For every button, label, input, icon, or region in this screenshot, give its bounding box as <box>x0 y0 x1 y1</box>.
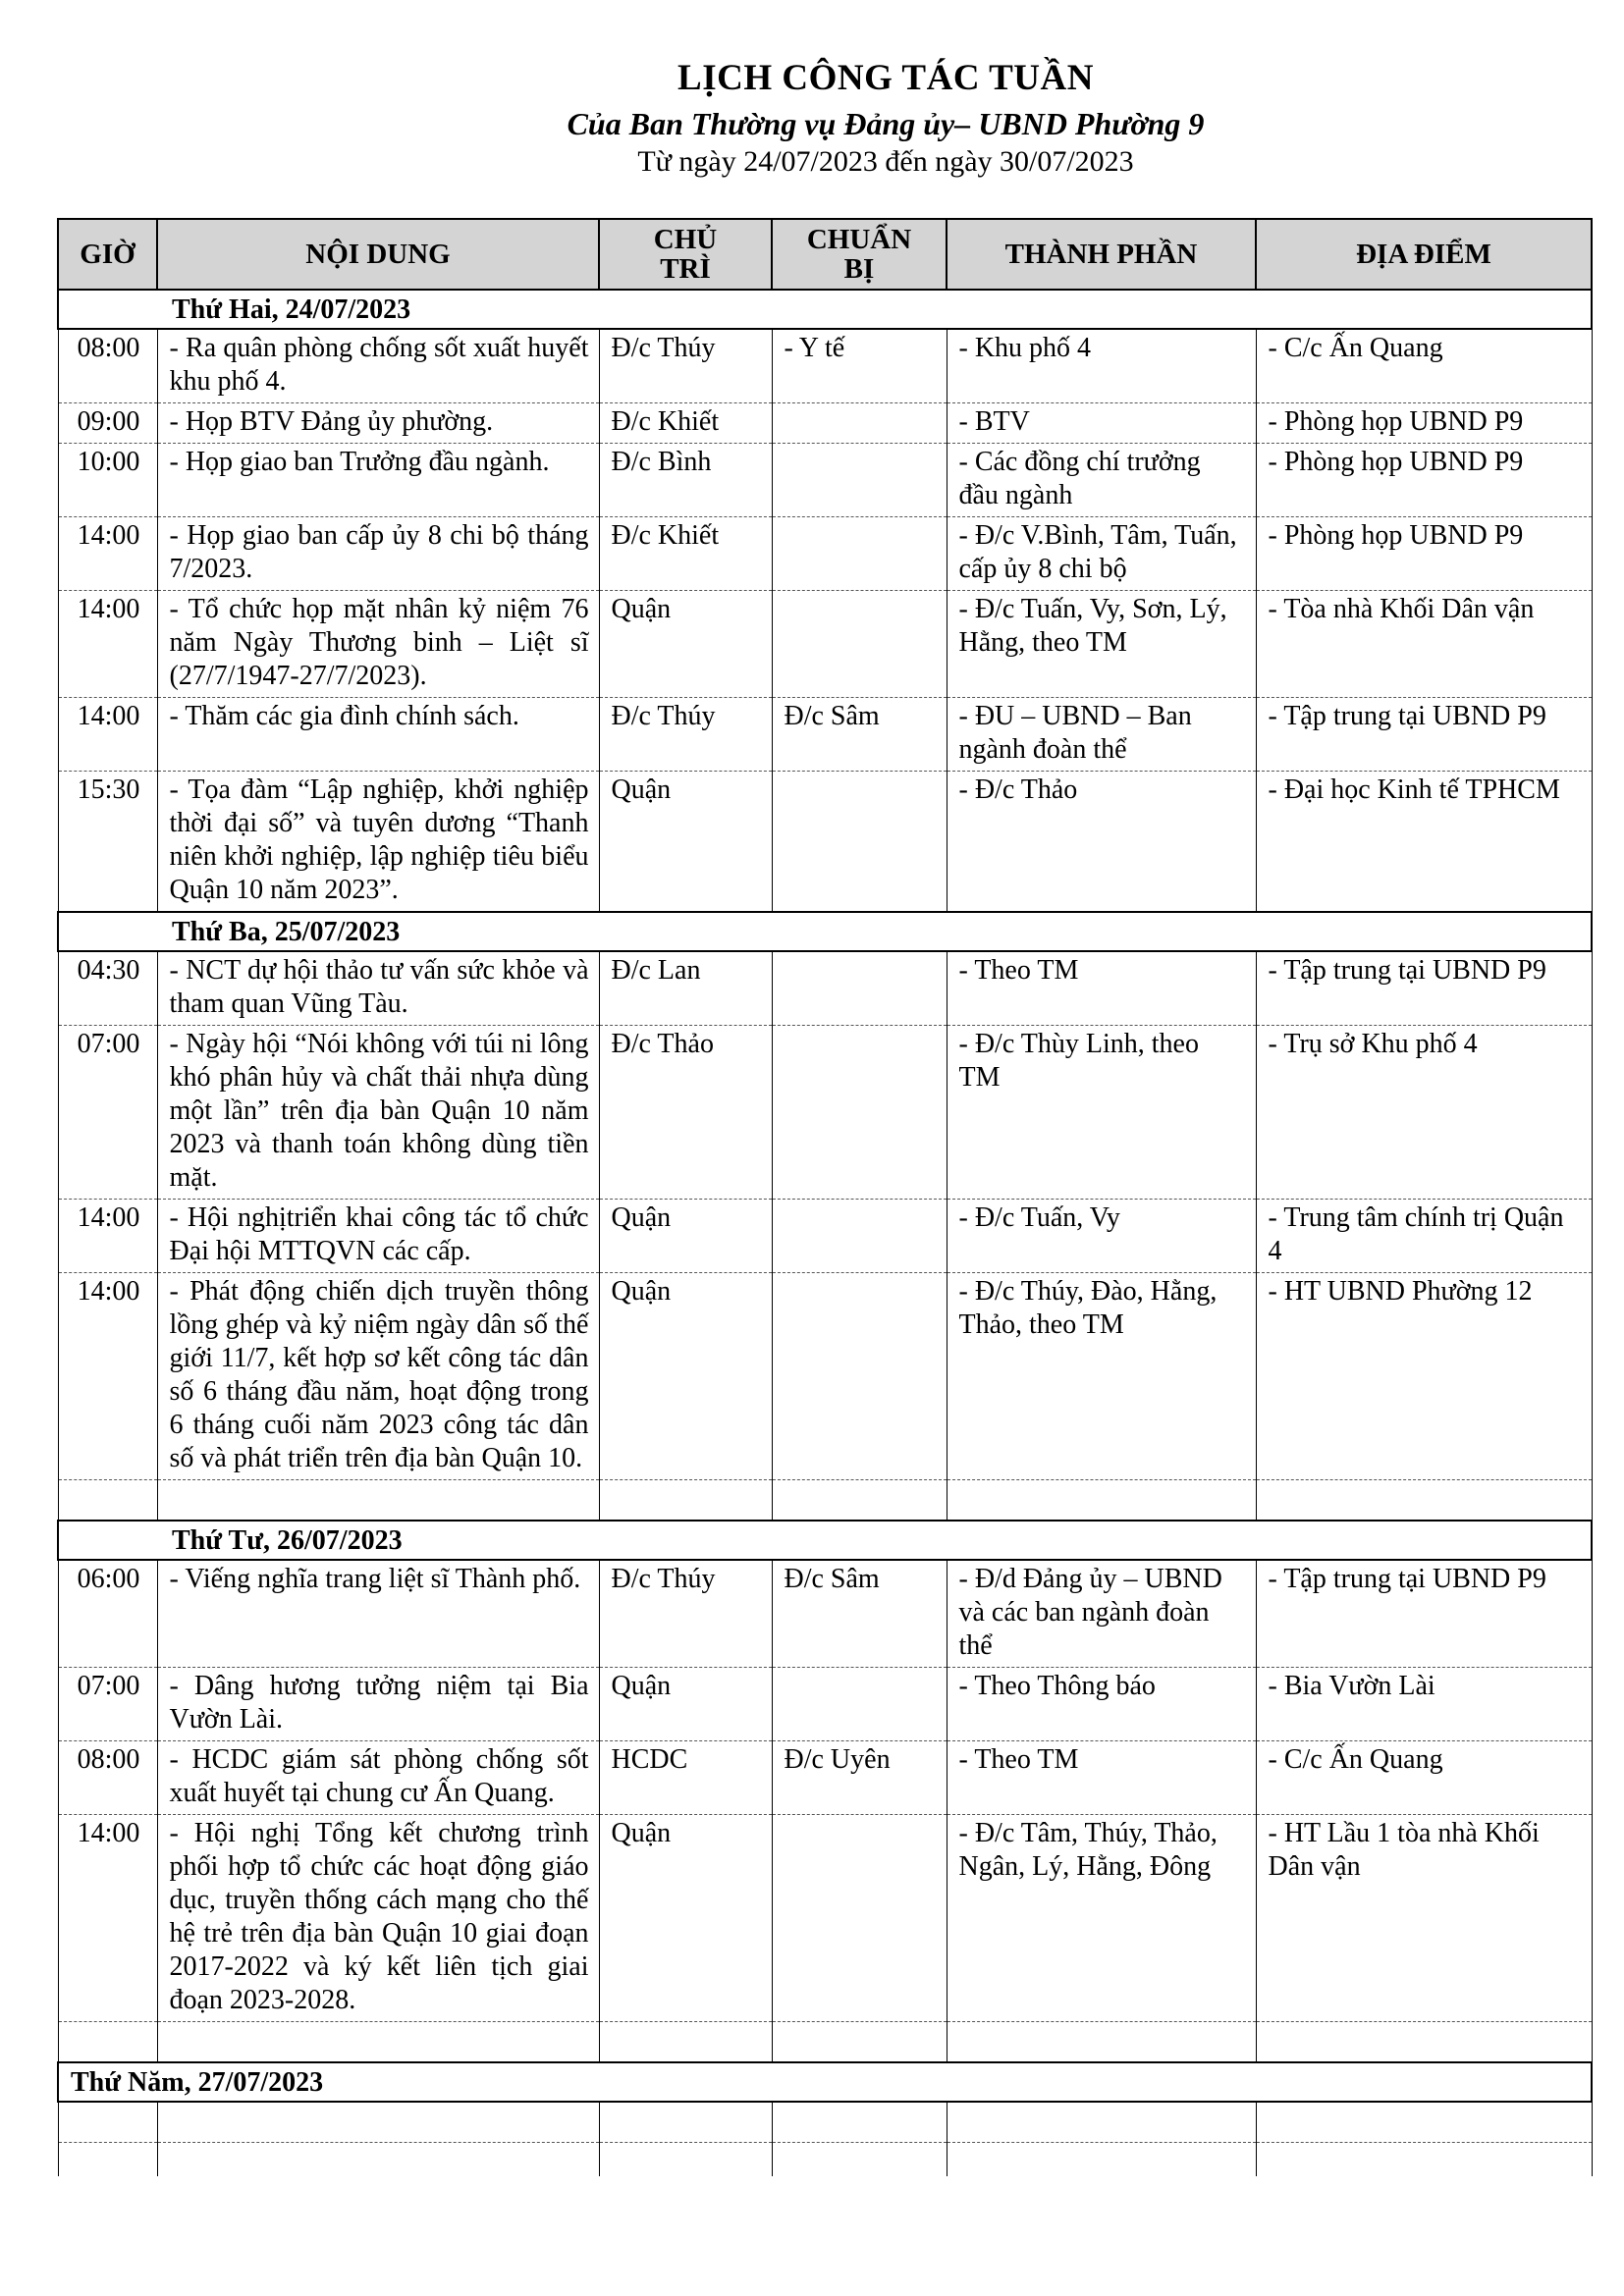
cell-prepare: - Y tế <box>772 329 947 403</box>
cell-location: - Phòng họp UBND P9 <box>1256 444 1592 517</box>
cell-prepare <box>772 1273 947 1480</box>
cell-participants: - Đ/c Thảo <box>947 772 1256 913</box>
empty-cell <box>599 2022 772 2063</box>
empty-cell <box>157 1480 599 1522</box>
table-row <box>58 1273 1592 1480</box>
cell-content: - Phát động chiến dịch truyền thông lồng ghép và kỷ niệm ngày dân số thế giới 11/7, kết hợp sơ kết công tác dân số 6 tháng đầu năm, hoạt động trong 6 tháng cuối năm 2023 công tác dân số và phát triển trên địa bàn Quận 10. <box>157 1273 599 1480</box>
cell-time: 15:30 <box>58 772 157 913</box>
cell-location: - C/c Ấn Quang <box>1256 1741 1592 1815</box>
table-row <box>58 517 1592 591</box>
cell-chair: Đ/c Khiết <box>599 517 772 591</box>
table-row <box>58 1026 1592 1200</box>
cell-chair: Đ/c Lan <box>599 951 772 1026</box>
cell-prepare: Đ/c Sâm <box>772 698 947 772</box>
empty-cell <box>947 2102 1256 2143</box>
cell-location: - C/c Ấn Quang <box>1256 329 1592 403</box>
cell-content: - Hội nghịtriển khai công tác tổ chức Đại hội MTTQVN các cấp. <box>157 1200 599 1273</box>
cell-content: - Dâng hương tưởng niệm tại Bia Vườn Lài. <box>157 1668 599 1741</box>
cell-chair: Đ/c Thảo <box>599 1026 772 1200</box>
cell-content: - Họp BTV Đảng ủy phường. <box>157 403 599 444</box>
day-label: Thứ Tư, 26/07/2023 <box>58 1521 1592 1560</box>
column-header-location: ĐỊA ĐIỂM <box>1256 219 1592 290</box>
cell-participants: - Khu phố 4 <box>947 329 1256 403</box>
empty-cell <box>58 2102 157 2143</box>
cell-time: 08:00 <box>58 1741 157 1815</box>
cell-participants: - BTV <box>947 403 1256 444</box>
cell-prepare <box>772 1668 947 1741</box>
table-row <box>58 1741 1592 1815</box>
cell-prepare <box>772 591 947 698</box>
column-header-content: NỘI DUNG <box>157 219 599 290</box>
cell-location: - HT Lầu 1 tòa nhà Khối Dân vận <box>1256 1815 1592 2022</box>
cell-chair: Quận <box>599 772 772 913</box>
cell-content: - HCDC giám sát phòng chống sốt xuất huyết tại chung cư Ấn Quang. <box>157 1741 599 1815</box>
table-row <box>58 951 1592 1026</box>
cell-time: 14:00 <box>58 1200 157 1273</box>
day-header-row <box>58 290 1592 329</box>
cell-chair: Đ/c Bình <box>599 444 772 517</box>
table-row <box>58 772 1592 913</box>
cell-participants: - Đ/c Thùy Linh, theo TM <box>947 1026 1256 1200</box>
cell-time: 14:00 <box>58 698 157 772</box>
document-subtitle: Của Ban Thường vụ Đảng ủy– UBND Phường 9 <box>567 106 1205 141</box>
cell-chair: Đ/c Thúy <box>599 698 772 772</box>
cell-prepare: Đ/c Uyên <box>772 1741 947 1815</box>
cell-location: - Trụ sở Khu phố 4 <box>1256 1026 1592 1200</box>
cell-participants: - ĐU – UBND – Ban ngành đoàn thể <box>947 698 1256 772</box>
cell-content: - Ngày hội “Nói không với túi ni lông khó phân hủy và chất thải nhựa dùng một lần” trên địa bàn Quận 10 năm 2023 và thanh toán không dùng tiền mặt. <box>157 1026 599 1200</box>
cell-location: - Phòng họp UBND P9 <box>1256 403 1592 444</box>
cell-location: - Bia Vườn Lài <box>1256 1668 1592 1741</box>
cell-chair: Quận <box>599 1273 772 1480</box>
cell-time: 14:00 <box>58 517 157 591</box>
cell-location: - Tập trung tại UBND P9 <box>1256 698 1592 772</box>
cell-participants: - Đ/c Thúy, Đào, Hằng, Thảo, theo TM <box>947 1273 1256 1480</box>
cell-time: 10:00 <box>58 444 157 517</box>
empty-row <box>58 1480 1592 1522</box>
cell-chair: Đ/c Khiết <box>599 403 772 444</box>
empty-cell <box>599 2102 772 2143</box>
empty-cell <box>947 1480 1256 1522</box>
column-header-time: GIỜ <box>58 219 157 290</box>
empty-cell <box>599 1480 772 1522</box>
cell-location: - Tập trung tại UBND P9 <box>1256 1560 1592 1668</box>
table-row <box>58 591 1592 698</box>
cell-prepare <box>772 403 947 444</box>
empty-row <box>58 2102 1592 2143</box>
cell-participants: - Đ/c Tuấn, Vy, Sơn, Lý, Hằng, theo TM <box>947 591 1256 698</box>
empty-cell <box>1256 2022 1592 2063</box>
column-header-chair: CHỦ TRÌ <box>599 219 772 290</box>
cell-location: - Trung tâm chính trị Quận 4 <box>1256 1200 1592 1273</box>
empty-cell <box>1256 1480 1592 1522</box>
cell-participants: - Đ/d Đảng ủy – UBND và các ban ngành đoàn thể <box>947 1560 1256 1668</box>
table-row <box>58 698 1592 772</box>
cell-chair: Quận <box>599 1200 772 1273</box>
day-header-row <box>58 2062 1592 2102</box>
date-range: Từ ngày 24/07/2023 đến ngày 30/07/2023 <box>637 145 1134 178</box>
empty-cell <box>772 2143 947 2177</box>
cell-content: - Viếng nghĩa trang liệt sĩ Thành phố. <box>157 1560 599 1668</box>
cell-prepare <box>772 1026 947 1200</box>
cell-content: - Họp giao ban cấp ủy 8 chi bộ tháng 7/2023. <box>157 517 599 591</box>
cell-participants: - Theo TM <box>947 951 1256 1026</box>
cell-content: - NCT dự hội thảo tư vấn sức khỏe và tham quan Vũng Tàu. <box>157 951 599 1026</box>
empty-cell <box>58 2143 157 2177</box>
cell-prepare <box>772 772 947 913</box>
empty-cell <box>772 2022 947 2063</box>
cell-time: 14:00 <box>58 591 157 698</box>
empty-cell <box>58 2022 157 2063</box>
cell-time: 06:00 <box>58 1560 157 1668</box>
cell-participants: - Các đồng chí trưởng đầu ngành <box>947 444 1256 517</box>
cell-content: - Tọa đàm “Lập nghiệp, khởi nghiệp thời đại số” và tuyên dương “Thanh niên khởi nghiệp, lập nghiệp tiêu biểu Quận 10 năm 2023”. <box>157 772 599 913</box>
empty-cell <box>1256 2143 1592 2177</box>
empty-cell <box>599 2143 772 2177</box>
cell-prepare <box>772 444 947 517</box>
cell-content: - Hội nghị Tổng kết chương trình phối hợp tổ chức các hoạt động giáo dục, truyền thống cách mạng cho thế hệ trẻ trên địa bàn Quận 10 giai đoạn 2017-2022 và ký kết liên tịch giai đoạn 2023-2028. <box>157 1815 599 2022</box>
empty-cell <box>947 2022 1256 2063</box>
table-row <box>58 1200 1592 1273</box>
cell-time: 04:30 <box>58 951 157 1026</box>
cell-content: - Ra quân phòng chống sốt xuất huyết khu phố 4. <box>157 329 599 403</box>
cell-location: - Tòa nhà Khối Dân vận <box>1256 591 1592 698</box>
table-header-row <box>58 219 1592 290</box>
day-header-row <box>58 1521 1592 1560</box>
cell-prepare <box>772 1815 947 2022</box>
day-label: Thứ Năm, 27/07/2023 <box>58 2062 1592 2102</box>
table-row <box>58 329 1592 403</box>
empty-cell <box>947 2143 1256 2177</box>
table-row <box>58 403 1592 444</box>
cell-participants: - Theo TM <box>947 1741 1256 1815</box>
cell-participants: - Theo Thông báo <box>947 1668 1256 1741</box>
cell-time: 14:00 <box>58 1273 157 1480</box>
day-header-row <box>58 912 1592 951</box>
cell-content: - Thăm các gia đình chính sách. <box>157 698 599 772</box>
cell-time: 14:00 <box>58 1815 157 2022</box>
cell-content: - Tổ chức họp mặt nhân kỷ niệm 76 năm Ngày Thương binh – Liệt sĩ (27/7/1947-27/7/2023). <box>157 591 599 698</box>
cell-chair: Quận <box>599 591 772 698</box>
cell-chair: Quận <box>599 1815 772 2022</box>
empty-cell <box>157 2143 599 2177</box>
cell-chair: Quận <box>599 1668 772 1741</box>
cell-prepare: Đ/c Sâm <box>772 1560 947 1668</box>
table-row <box>58 1560 1592 1668</box>
cell-participants: - Đ/c Tâm, Thúy, Thảo, Ngân, Lý, Hằng, Đông <box>947 1815 1256 2022</box>
schedule-table <box>57 218 1593 2176</box>
cell-prepare <box>772 517 947 591</box>
empty-cell <box>157 2102 599 2143</box>
empty-cell <box>772 1480 947 1522</box>
cell-prepare <box>772 1200 947 1273</box>
cell-location: - HT UBND Phường 12 <box>1256 1273 1592 1480</box>
cell-chair: Đ/c Thúy <box>599 329 772 403</box>
empty-cell <box>772 2102 947 2143</box>
day-label: Thứ Hai, 24/07/2023 <box>58 290 1592 329</box>
empty-cell <box>58 1480 157 1522</box>
cell-location: - Phòng họp UBND P9 <box>1256 517 1592 591</box>
cell-location: - Đại học Kinh tế TPHCM <box>1256 772 1592 913</box>
table-row <box>58 1815 1592 2022</box>
empty-cell <box>1256 2102 1592 2143</box>
table-row <box>58 444 1592 517</box>
cell-content: - Họp giao ban Trưởng đầu ngành. <box>157 444 599 517</box>
column-header-prepare: CHUẨN BỊ <box>772 219 947 290</box>
cell-participants: - Đ/c Tuấn, Vy <box>947 1200 1256 1273</box>
cell-location: - Tập trung tại UBND P9 <box>1256 951 1592 1026</box>
table-row <box>58 1668 1592 1741</box>
cell-participants: - Đ/c V.Bình, Tâm, Tuấn, cấp ủy 8 chi bộ <box>947 517 1256 591</box>
day-label: Thứ Ba, 25/07/2023 <box>58 912 1592 951</box>
cell-chair: Đ/c Thúy <box>599 1560 772 1668</box>
cell-chair: HCDC <box>599 1741 772 1815</box>
cell-time: 07:00 <box>58 1668 157 1741</box>
cell-time: 09:00 <box>58 403 157 444</box>
column-header-participants: THÀNH PHẦN <box>947 219 1256 290</box>
cell-time: 07:00 <box>58 1026 157 1200</box>
empty-cell <box>157 2022 599 2063</box>
empty-row <box>58 2143 1592 2177</box>
cell-time: 08:00 <box>58 329 157 403</box>
cell-prepare <box>772 951 947 1026</box>
empty-row <box>58 2022 1592 2063</box>
document-title: LỊCH CÔNG TÁC TUẦN <box>677 58 1094 98</box>
